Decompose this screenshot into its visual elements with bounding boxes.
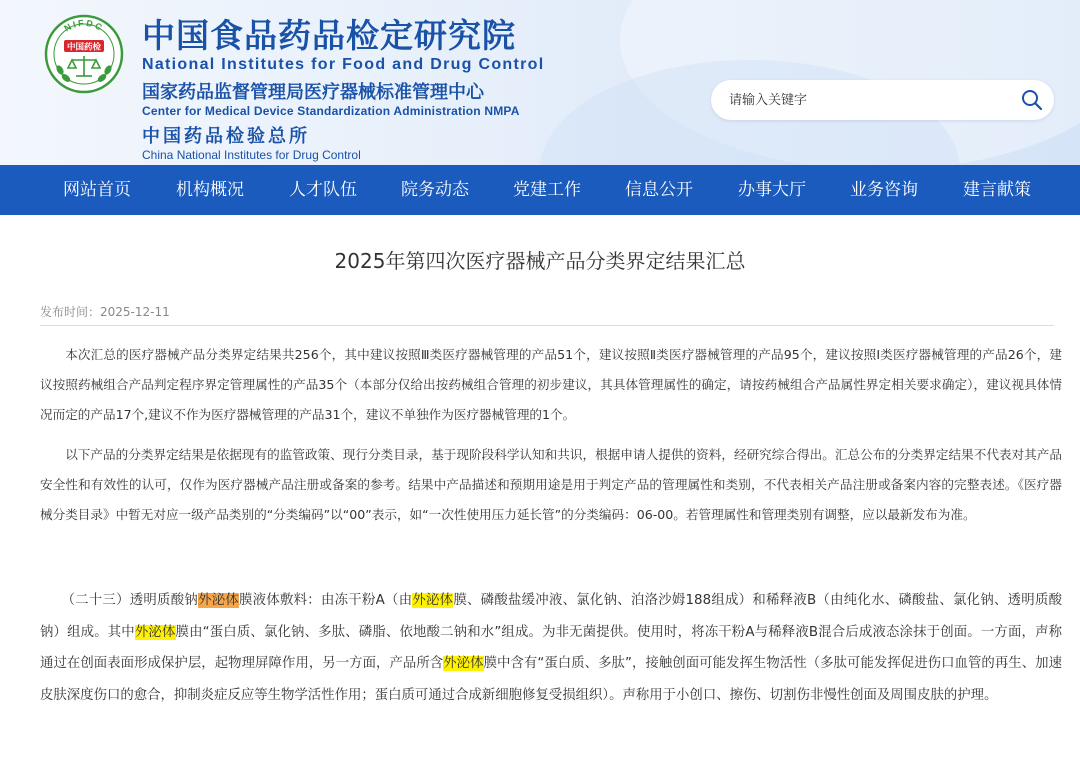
highlighted-term: 外泌体 bbox=[198, 593, 240, 608]
nifdc-logo[interactable] bbox=[44, 14, 124, 94]
nav-item-disclosure[interactable]: 信息公开 bbox=[625, 180, 693, 200]
center-name-en: Center for Medical Device Standardization Administration NMPA bbox=[142, 104, 520, 118]
nav-item-about[interactable]: 机构概况 bbox=[176, 180, 244, 200]
main-navigation bbox=[0, 165, 1080, 215]
nav-item-news[interactable]: 院务动态 bbox=[401, 180, 469, 200]
nav-item-home[interactable]: 网站首页 bbox=[63, 180, 131, 200]
paragraph-text: 膜由“蛋白质、氯化钠、多肽、磷脂、依地酸二钠和水”组成。为非无菌提供。使用时，将冻干粉A与稀释液B混合后成液态涂抹于创面。一方面，声称通过在创面表面形成保护层，起物理屏障作用，另一方面，产品所含 bbox=[40, 624, 1063, 671]
paragraph-text: 膜中含有“蛋白质、多肽”，接触创面可能发挥生物活性（多肽可能发挥促进伤口血管的再生、加速皮肤深度伤口的愈合，抑制炎症反应等生物学活性作用；蛋白质可通过合成新细胞修复受损组织）。声称用于小创口、擦伤、切割伤非慢性创面及周围皮肤的护理。 bbox=[40, 656, 1063, 703]
nav-item-suggestions[interactable]: 建言献策 bbox=[963, 180, 1031, 200]
divider bbox=[40, 325, 1054, 326]
nav-item-talent[interactable]: 人才队伍 bbox=[289, 180, 357, 200]
publish-date: 发布时间：2025-12-11 bbox=[40, 305, 170, 319]
highlighted-term: 外泌体 bbox=[412, 593, 454, 608]
institute-name-cn: 中国食品药品检定研究院 bbox=[142, 16, 516, 55]
nav-item-consulting[interactable]: 业务咨询 bbox=[850, 180, 918, 200]
highlighted-term: 外泌体 bbox=[134, 624, 176, 640]
article-paragraph-disclaimer: 以下产品的分类界定结果是依据现有的监管政策、现行分类目录，基于现阶段科学认知和共识，根据申请人提供的资料，经研究综合得出。汇总公布的分类界定结果不代表对其产品安全性和有效性的认可，仅作为医疗器械产品注册或备案的参考。结果中产品描述和预期用途是用于判定产品的管理属性和类别，不代表相关产品注册或备案内容的完整表述。《医疗器械分类目录》中暂无对应一级产品类别的“分类编码”以“00”表示，如“一次性使用压力延长管”的分类编码：06-00。若管理属性和管理类别有调整，应以最新发布为准。 bbox=[40, 447, 1062, 522]
search-icon[interactable] bbox=[1020, 88, 1044, 112]
highlighted-term: 外泌体 bbox=[443, 656, 484, 671]
article-title: 2025年第四次医疗器械产品分类界定结果汇总 bbox=[334, 249, 746, 273]
institute-title-block bbox=[142, 16, 544, 162]
logo-arc-text: NIFDC bbox=[62, 17, 106, 34]
nav-item-party[interactable]: 党建工作 bbox=[513, 180, 581, 200]
paragraph-text: 膜液体敷料：由冻干粉A（由 bbox=[239, 593, 413, 608]
logo-badge-text: 中国药检 bbox=[66, 42, 102, 53]
search-input[interactable] bbox=[729, 80, 1009, 120]
institute-name-en: National Institutes for Food and Drug Control bbox=[142, 56, 545, 73]
institute-alt-name-en: China National Institutes for Drug Control bbox=[142, 148, 361, 162]
article-paragraph-summary: 本次汇总的医疗器械产品分类界定结果共256个，其中建议按照Ⅲ类医疗器械管理的产品51个，建议按照Ⅱ类医疗器械管理的产品95个，建议按照Ⅰ类医疗器械管理的产品26个，建议按照药械组合产品判定程序界定管理属性的产品35个（本部分仅给出按药械组合管理的初步建议，其具体管理属性的确定，请按药械组合产品属性界定相关要求确定），建议视具体情况而定的产品17个,建议不作为医疗器械管理的产品31个，建议不单独作为医疗器械管理的1个。 bbox=[40, 347, 1062, 422]
paragraph-text: （二十三）透明质酸钠 bbox=[61, 593, 199, 608]
nav-item-services[interactable]: 办事大厅 bbox=[738, 180, 806, 200]
site-header bbox=[0, 0, 1080, 165]
search-box bbox=[711, 80, 1054, 120]
paragraph-text: 膜、磷酸盐缓冲液、氯化钠、泊洛沙姆188组成）和稀释液B（由纯化水、磷酸盐、氯化钠、透明质酸钠）组成。其中 bbox=[40, 593, 1063, 640]
institute-alt-name-cn: 中国药品检验总所 bbox=[142, 126, 310, 147]
center-name-cn: 国家药品监督管理局医疗器械标准管理中心 bbox=[142, 82, 484, 103]
article-paragraph-item-23 bbox=[40, 585, 1062, 711]
